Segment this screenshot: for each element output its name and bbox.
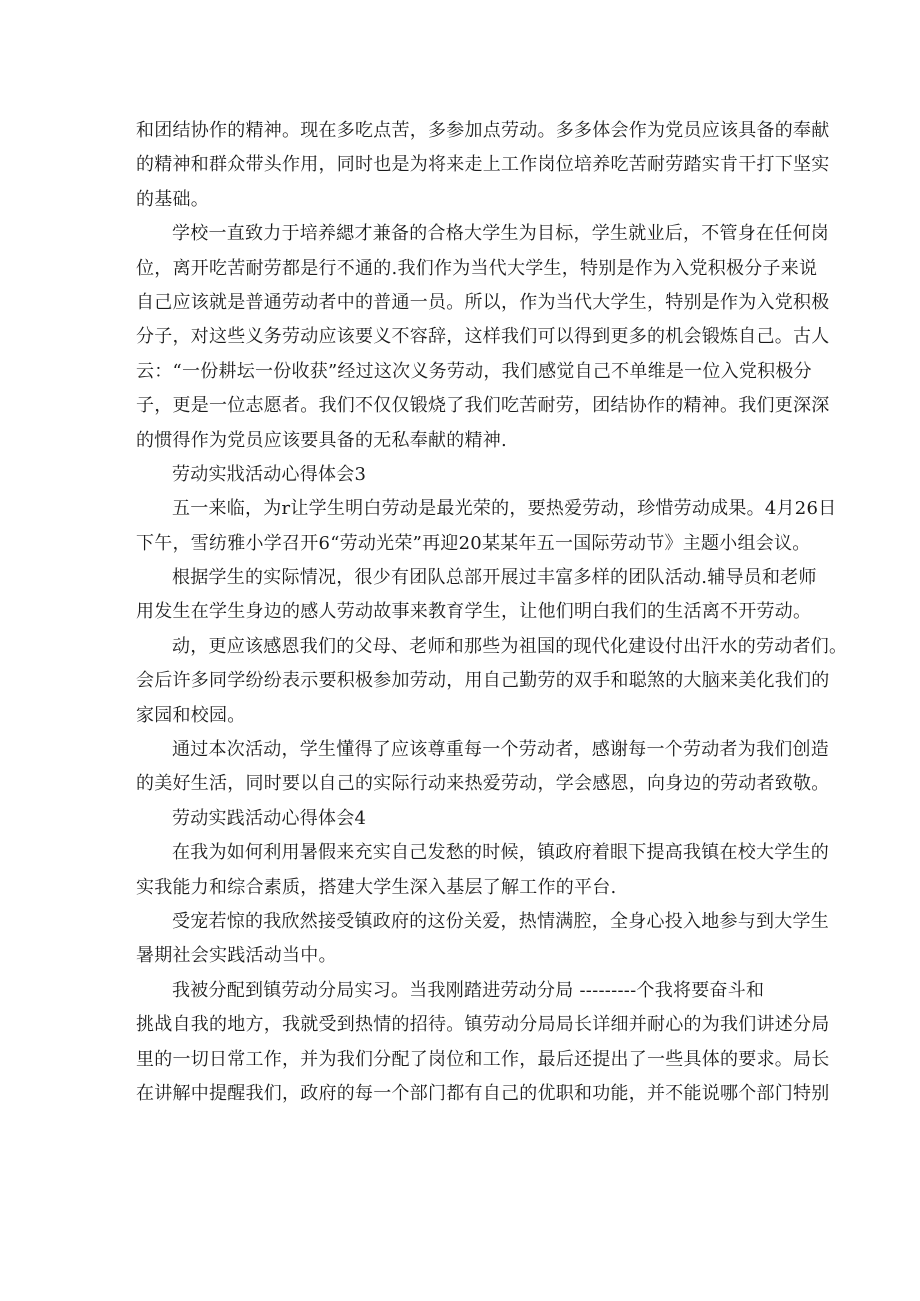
text-line: 劳动实践活动心得体会4 [172, 807, 367, 829]
text-line: 子，更是一位志愿者。我们不仅仅锻烧了我们吃苦耐劳，团结协作的精神。我们更深深 [136, 395, 830, 417]
text-line: 的基础。 [136, 188, 209, 210]
text-line: 动，更应该感恩我们的父母、老师和那些为祖国的现代化建设付出汗水的劳动者们。 [172, 635, 848, 657]
text-line: 暑期社会实践活动当中。 [136, 945, 337, 967]
text-line: 里的一切日常工作，并为我们分配了岗位和工作，最后还提出了一些具体的要求。局长 [136, 1048, 830, 1070]
text-line: 我被分配到镇劳动分局实习。当我刚踏进劳动分局 ---------个我将要奋斗和 [172, 979, 765, 1001]
text-line: 分子，对这些义务劳动应该要义不容辞，这样我们可以得到更多的机会锻炼自己。古人 [136, 326, 830, 348]
text-line: 劳动实戕活动心得体会3 [172, 463, 367, 485]
text-line: 云：“一份耕坛一份收获”经过这次义务劳动，我们感觉自己不单维是一位入党积极分 [136, 360, 812, 382]
text-line: 位，离开吃苦耐劳都是行不通的.我们作为当代大学生，特别是作为入党积极分子来说 [136, 257, 818, 279]
text-line: 的惯得作为党员应该要具备的无私奉献的精神. [136, 429, 507, 451]
text-line: 通过本次活动，学生懂得了应该尊重每一个劳动者，感谢每一个劳动者为我们创造 [172, 739, 829, 761]
text-line: 在我为如何利用暑假来充实自己发愁的时候，镇政府着眼下提高我镇在校大学生的 [172, 842, 829, 864]
text-line: 在讲解中提醒我们，政府的每一个部门都有自己的优职和功能，并不能说哪个部门特别 [136, 1082, 830, 1104]
text-line: 挑战自我的地方，我就受到热情的招待。镇劳动分局局长详细并耐心的为我们讲述分局 [136, 1014, 830, 1036]
text-line: 的美好生活，同时要以自己的实际行动来热爱劳动，学会感恩，向身边的劳动者致敬。 [136, 773, 830, 795]
text-line: 家园和校园。 [136, 704, 246, 726]
text-line: 受宠若惊的我欣然接受镇政府的这份关爱，热情满腔，全身心投入地参与到大学生 [172, 910, 829, 932]
text-line: 自己应该就是普通劳动者中的普通一员。所以，作为当代大学生，特别是作为入党积极 [136, 291, 830, 313]
text-line: 学校一直致力于培养緦才兼备的合格大学生为目标，学生就业后，不管身在任何岗 [172, 223, 829, 245]
text-line: 实我能力和综合素质，搭建大学生深入基层了解工作的平台. [136, 876, 617, 898]
text-line: 用发生在学生身边的感人劳动故事来教育学生，让他们明白我们的生活离不开劳动。 [136, 601, 812, 623]
text-line: 的精神和群众带头作用，同时也是为将来走上工作岗位培养吃苦耐劳踏实肯干打下坚实 [136, 154, 830, 176]
text-line: 根据学生的实际情况，很少有团队总部开展过丰富多样的团队活动.辅导员和老师 [172, 567, 817, 589]
text-line: 下午，雪纺雅小学召开6“劳动光荣”再迎20某某年五一国际劳动节》主题小组会议。 [136, 532, 811, 554]
document-body [136, 114, 848, 1111]
text-line: 会后许多同学纷纷表示要积极参加劳动，用自己勤劳的双手和聪煞的大脑来美化我们的 [136, 670, 830, 692]
text-line: 和团结协作的精神。现在多吃点苦，多参加点劳动。多多体会作为党员应该具备的奉献 [136, 120, 830, 141]
text-line: 五一来临，为r让学生明白劳动是最光荣的，要热爱劳动，珍惜劳动成果。4月26日 [172, 498, 837, 520]
